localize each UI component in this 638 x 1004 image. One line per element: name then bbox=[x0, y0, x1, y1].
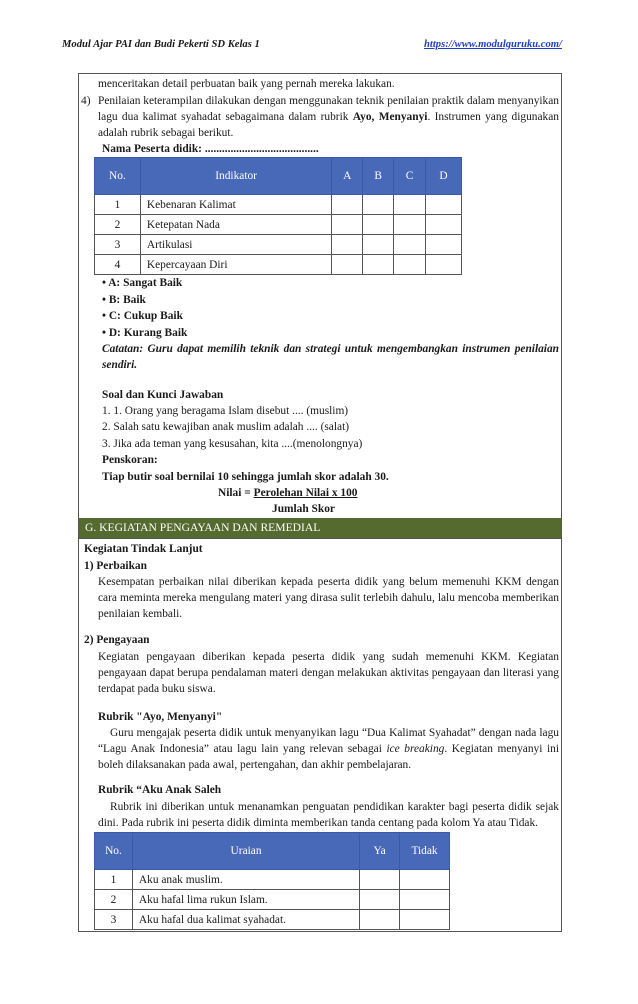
nilai-numerator: Perolehan Nilai x 100 bbox=[253, 487, 358, 499]
nilai-formula: Nilai = Perolehan Nilai x 100 bbox=[218, 487, 358, 499]
score-cell[interactable] bbox=[426, 195, 462, 215]
rubrik-name: Ayo, Menyanyi bbox=[352, 111, 428, 123]
item-4-paragraph: Penilaian keterampilan dilakukan dengan menggunakan teknik penilaian praktik dalam menyanyikan lagu dua kalimat syahadat sebagaimana dalam rubrik Ayo, Menyanyi. Instrumen yang digunakan adalah rubrik sebagai berikut. bbox=[98, 95, 560, 139]
table-row: 2 Aku hafal lima rukun Islam. bbox=[95, 890, 450, 910]
score-cell[interactable] bbox=[363, 235, 394, 255]
soal-item: 2. Salah satu kewajiban anak muslim adalah .... (salat) bbox=[102, 421, 350, 433]
legend-a: • A: Sangat Baik bbox=[102, 277, 183, 289]
check-cell-ya[interactable] bbox=[360, 910, 400, 930]
score-cell[interactable] bbox=[426, 215, 462, 235]
content-frame bbox=[78, 73, 562, 932]
page-header bbox=[62, 37, 562, 51]
assessment-table bbox=[94, 157, 462, 275]
tindak-lanjut-title: Kegiatan Tindak Lanjut bbox=[84, 543, 203, 555]
col-header-a: A bbox=[332, 158, 363, 195]
rubrik-menyanyi-title: Rubrik "Ayo, Menyanyi" bbox=[98, 711, 223, 723]
table-row: 1 Aku anak muslim. bbox=[95, 870, 450, 890]
perbaikan-paragraph: Kesempatan perbaikan nilai diberikan kepada peserta didik yang belum memenuhi KKM dengan cara meminta mereka mengulang materi yang dirasa sulit terlebih dahulu, lalu mencoba memberikan penilaian kembali. bbox=[98, 576, 559, 620]
score-cell[interactable] bbox=[332, 235, 363, 255]
table-row: 1 Kebenaran Kalimat bbox=[95, 195, 462, 215]
section-g-header: G. KEGIATAN PENGAYAAN DAN REMEDIAL bbox=[79, 518, 561, 538]
score-cell[interactable] bbox=[363, 195, 394, 215]
header-title: Modul Ajar PAI dan Budi Pekerti SD Kelas 1 bbox=[62, 39, 260, 50]
checklist-table bbox=[94, 832, 450, 930]
score-cell[interactable] bbox=[332, 215, 363, 235]
col-header-d: D bbox=[426, 158, 462, 195]
legend-d: • D: Kurang Baik bbox=[102, 327, 188, 339]
nilai-denominator: Jumlah Skor bbox=[272, 503, 335, 515]
col-header-uraian: Uraian bbox=[132, 833, 359, 870]
tiap-butir-text: Tiap butir soal bernilai 10 sehingga jumlah skor adalah 30. bbox=[102, 471, 389, 483]
score-cell[interactable] bbox=[426, 255, 462, 275]
col-header-no: No. bbox=[95, 833, 133, 870]
table-row: 2 Ketepatan Nada bbox=[95, 215, 462, 235]
section-divider bbox=[79, 538, 561, 539]
score-cell[interactable] bbox=[332, 255, 363, 275]
pengayaan-title: 2) Pengayaan bbox=[84, 634, 150, 646]
check-cell-ya[interactable] bbox=[360, 870, 400, 890]
col-header-c: C bbox=[394, 158, 426, 195]
nama-peserta-label: Nama Peserta didik: ........................................ bbox=[102, 143, 319, 155]
soal-item: 3. Jika ada teman yang kesusahan, kita ....(menolongnya) bbox=[102, 438, 363, 450]
penskoran-label: Penskoran: bbox=[102, 454, 158, 466]
col-header-ya: Ya bbox=[360, 833, 400, 870]
score-cell[interactable] bbox=[394, 255, 426, 275]
perbaikan-title: 1) Perbaikan bbox=[84, 560, 147, 572]
score-cell[interactable] bbox=[426, 235, 462, 255]
table-row: 3 Artikulasi bbox=[95, 235, 462, 255]
check-cell-tidak[interactable] bbox=[400, 870, 450, 890]
score-cell[interactable] bbox=[394, 235, 426, 255]
table-row: 3 Aku hafal dua kalimat syahadat. bbox=[95, 910, 450, 930]
col-header-no: No. bbox=[95, 158, 141, 195]
check-cell-tidak[interactable] bbox=[400, 910, 450, 930]
check-cell-ya[interactable] bbox=[360, 890, 400, 910]
table-row: 4 Kepercayaan Diri bbox=[95, 255, 462, 275]
score-cell[interactable] bbox=[332, 195, 363, 215]
header-url-link[interactable]: https://www.modulguruku.com/ bbox=[424, 39, 562, 50]
score-cell[interactable] bbox=[394, 195, 426, 215]
legend-b: • B: Baik bbox=[102, 294, 146, 306]
score-cell[interactable] bbox=[394, 215, 426, 235]
soal-item: 1. 1. Orang yang beragama Islam disebut .... (muslim) bbox=[102, 405, 349, 417]
rubrik-anak-saleh-title: Rubrik “Aku Anak Saleh bbox=[98, 784, 222, 796]
pengayaan-paragraph: Kegiatan pengayaan diberikan kepada peserta didik yang sudah memenuhi KKM. Kegiatan pengayaan dapat berupa pendalaman materi dengan melakukan aktivitas pengayaan dan literasi yang terdapat pada buku siswa. bbox=[98, 651, 559, 695]
col-header-indikator: Indikator bbox=[140, 158, 331, 195]
col-header-b: B bbox=[363, 158, 394, 195]
rubrik-menyanyi-paragraph: Guru mengajak peserta didik untuk menyanyikan lagu “Dua Kalimat Syahadat” dengan nada lagu “Lagu Anak Indonesia” atau lagu lain yang relevan sebagai ice breaking. Kegiatan menyanyi ini boleh dilaksanakan pada awal, pertengahan, dan akhir pembelajaran. bbox=[98, 727, 559, 771]
catatan-note: Catatan: Guru dapat memilih teknik dan strategi untuk mengembangkan instrumen penilaian sendiri. bbox=[102, 343, 559, 371]
rubrik-anak-saleh-paragraph: Rubrik ini diberikan untuk menanamkan penguatan pendidikan karakter bagi peserta didik sejak dini. Pada rubrik ini peserta didik diminta memberikan tanda centang pada kolom Ya atau Tidak. bbox=[98, 801, 559, 829]
text-line-continued: menceritakan detail perbuatan baik yang pernah mereka lakukan. bbox=[98, 78, 395, 90]
legend-c: • C: Cukup Baik bbox=[102, 310, 183, 322]
soal-title: Soal dan Kunci Jawaban bbox=[102, 389, 224, 401]
item-4-number: 4) bbox=[81, 95, 91, 107]
check-cell-tidak[interactable] bbox=[400, 890, 450, 910]
col-header-tidak: Tidak bbox=[400, 833, 450, 870]
score-cell[interactable] bbox=[363, 255, 394, 275]
score-cell[interactable] bbox=[363, 215, 394, 235]
